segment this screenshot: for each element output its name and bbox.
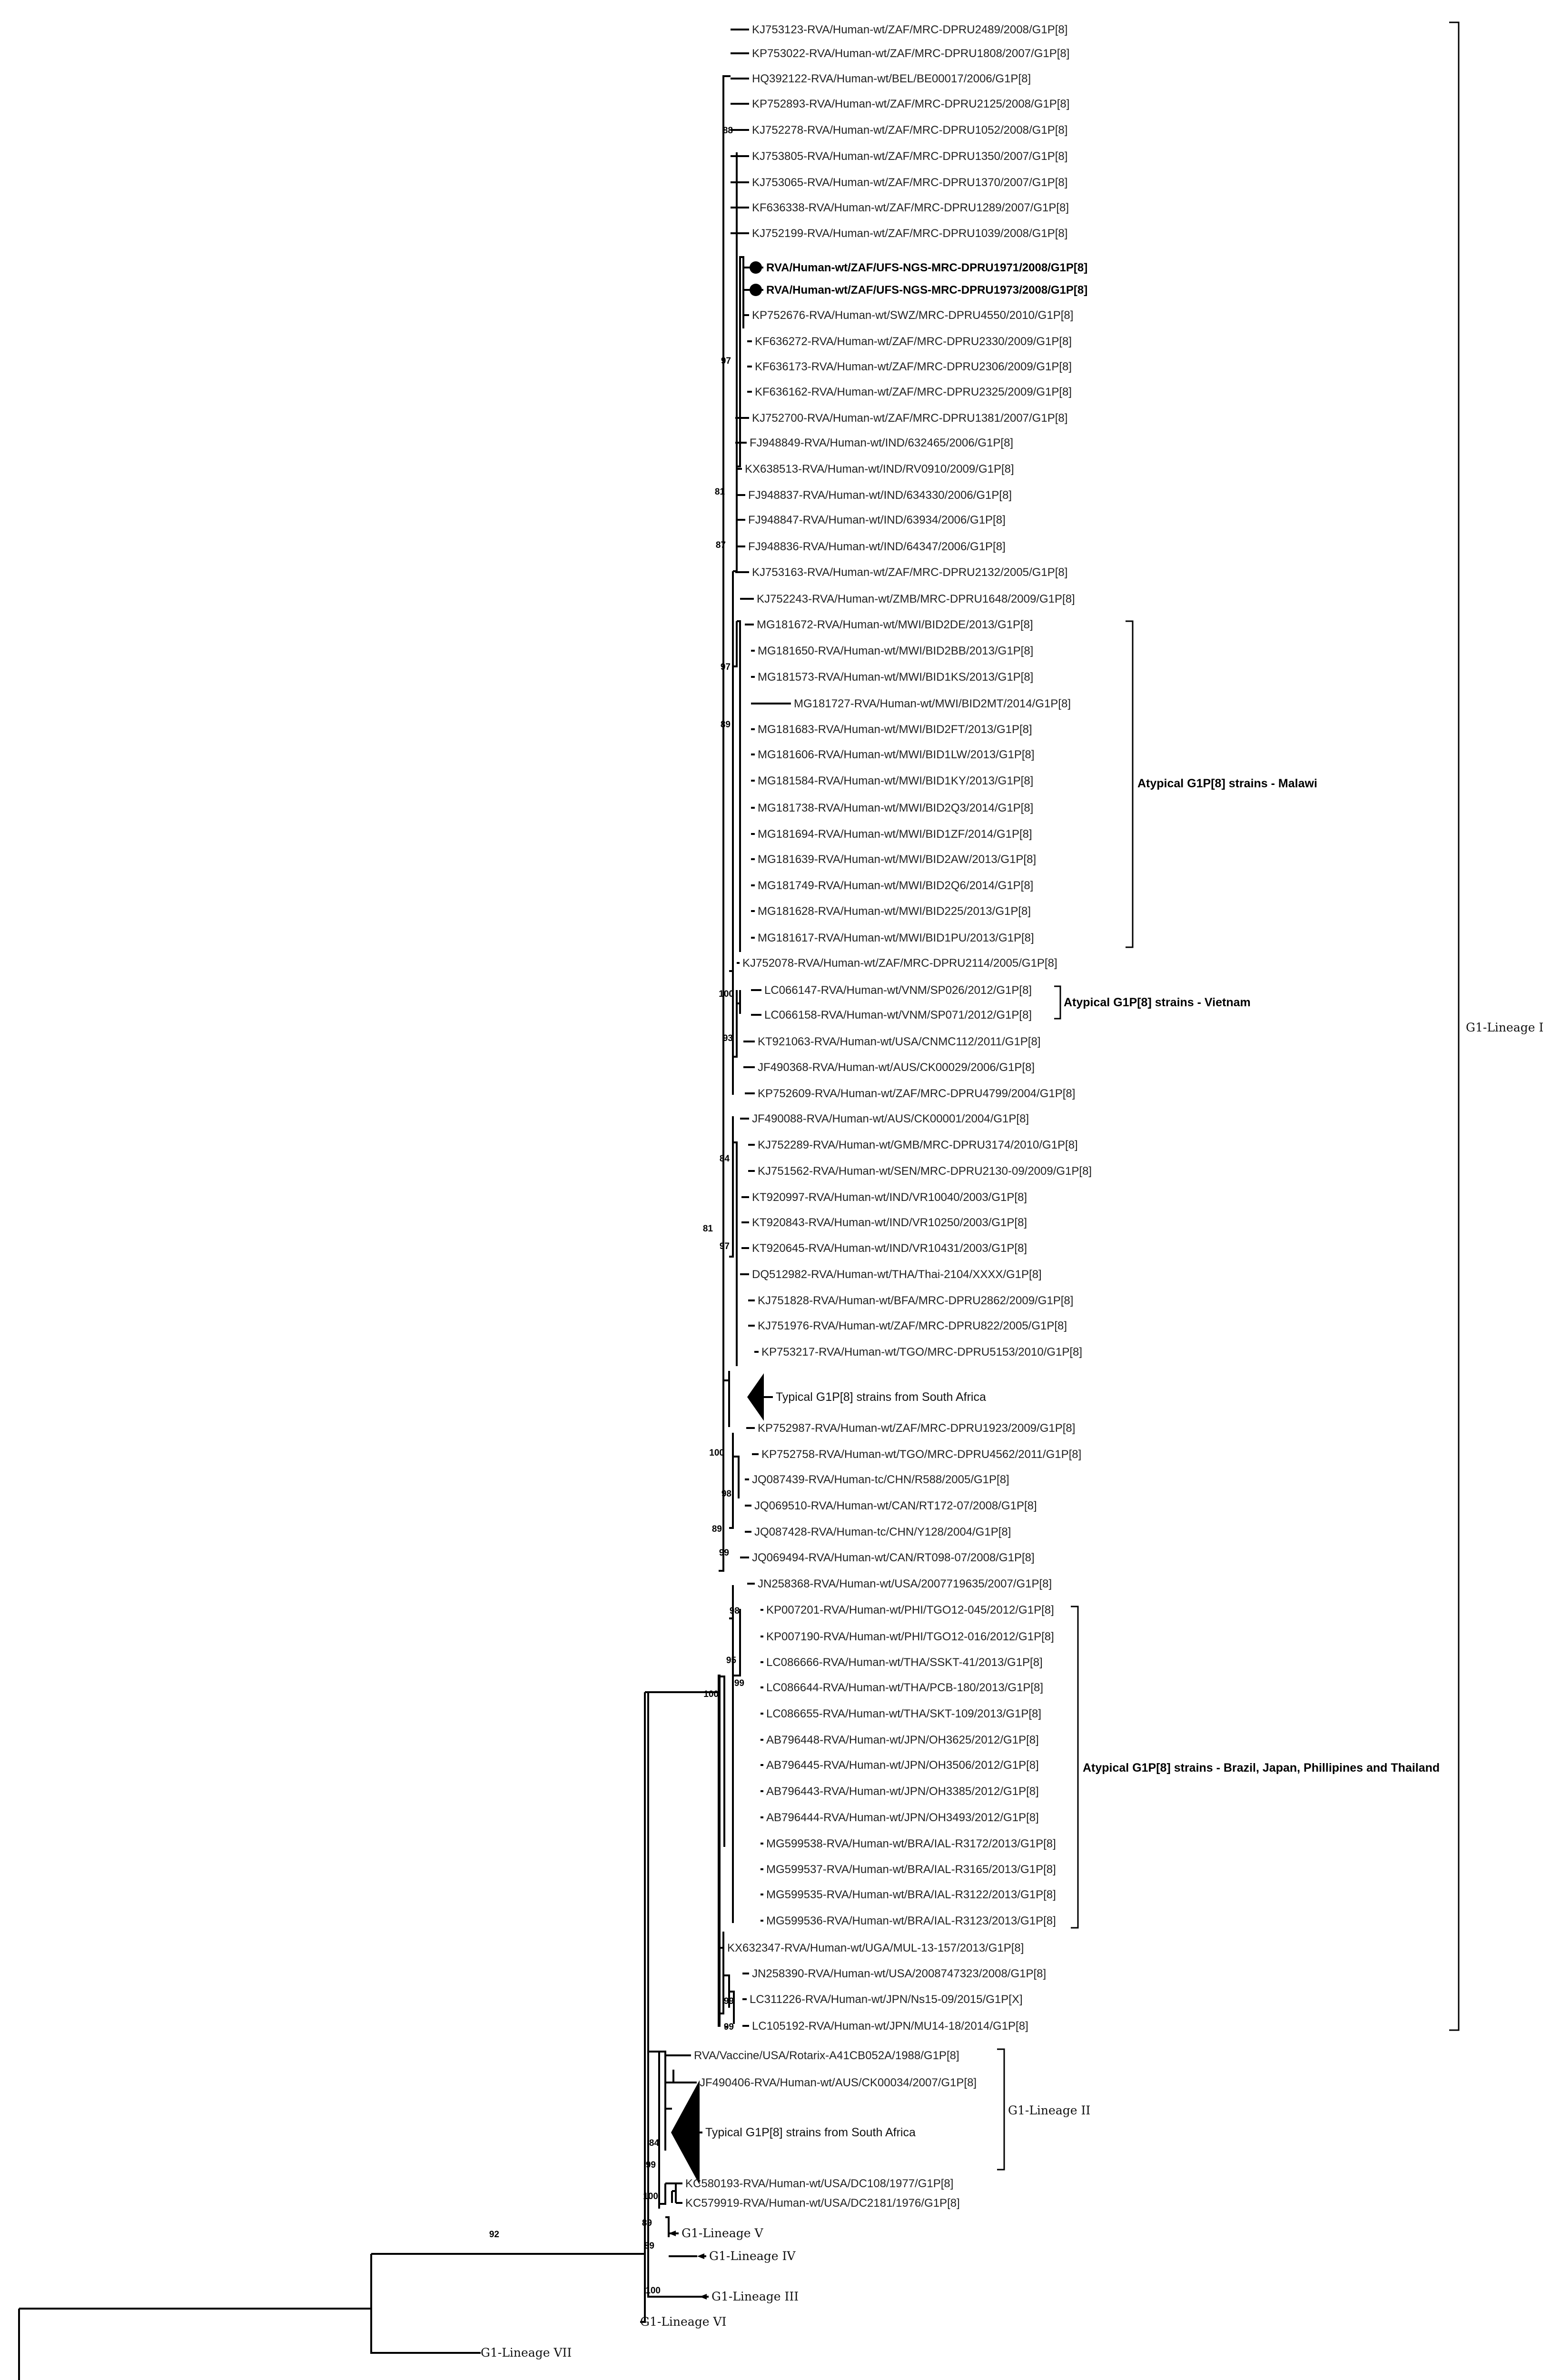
group-label-malawi: Atypical G1P[8] strains - Malawi bbox=[1137, 777, 1317, 790]
branch-lineage-i-backbone bbox=[664, 1692, 719, 2027]
leaf-label: KJ753123-RVA/Human-wt/ZAF/MRC-DPRU2489/2008/G1P[8] bbox=[752, 23, 1068, 36]
collapsed-lineage-iv bbox=[697, 2253, 704, 2259]
leaf-label: MG599536-RVA/Human-wt/BRA/IAL-R3123/2013/G1P[8] bbox=[766, 1914, 1056, 1927]
leaf-label: MG181573-RVA/Human-wt/MWI/BID1KS/2013/G1P[8] bbox=[758, 671, 1034, 684]
leaf-label: KJ752243-RVA/Human-wt/ZMB/MRC-DPRU1648/2009/G1P[8] bbox=[757, 593, 1075, 605]
leaf-label: KC579919-RVA/Human-wt/USA/DC2181/1976/G1P[8] bbox=[685, 2197, 960, 2210]
leaf-label: KF636272-RVA/Human-wt/ZAF/MRC-DPRU2330/2009/G1P[8] bbox=[755, 335, 1072, 348]
leaf-label: KJ752289-RVA/Human-wt/GMB/MRC-DPRU3174/2010/G1P[8] bbox=[758, 1139, 1078, 1151]
leaf-label: JQ087439-RVA/Human-tc/CHN/R588/2005/G1P[8] bbox=[752, 1473, 1009, 1486]
leaf-label: KJ752700-RVA/Human-wt/ZAF/MRC-DPRU1381/2007/G1P[8] bbox=[752, 412, 1068, 425]
leaf-label: LC086655-RVA/Human-wt/THA/SKT-109/2013/G1P[8] bbox=[766, 1707, 1042, 1720]
leaf-label: AB796445-RVA/Human-wt/JPN/OH3506/2012/G1P[8] bbox=[766, 1759, 1039, 1772]
leaf-label: JF490088-RVA/Human-wt/AUS/CK00001/2004/G1P[8] bbox=[752, 1112, 1029, 1125]
leaf-label: MG181683-RVA/Human-wt/MWI/BID2FT/2013/G1P[8] bbox=[758, 723, 1032, 736]
bootstrap-value: 97 bbox=[720, 662, 731, 672]
highlight-dot-1 bbox=[750, 261, 762, 274]
bootstrap-labels bbox=[489, 126, 744, 2296]
bootstrap-value: 99 bbox=[734, 1678, 744, 1688]
bootstrap-value: 84 bbox=[649, 2138, 659, 2148]
bootstrap-value: 100 bbox=[709, 1448, 724, 1458]
leaf-label: KJ751562-RVA/Human-wt/SEN/MRC-DPRU2130-09/2009/G1P[8] bbox=[758, 1165, 1092, 1178]
collapsed-clades bbox=[669, 1373, 764, 2300]
bootstrap-value: 81 bbox=[702, 1224, 713, 1234]
branch-bj-clade bbox=[729, 1585, 740, 1923]
group-labels bbox=[1008, 777, 1543, 2380]
bootstrap-value: 98 bbox=[721, 1489, 731, 1499]
bootstrap-value: 84 bbox=[719, 1154, 730, 1164]
branch-vietnam-clade bbox=[733, 990, 740, 1057]
branch-china-can bbox=[729, 1433, 739, 1528]
leaf-label: KP752987-RVA/Human-wt/ZAF/MRC-DPRU1923/2009/G1P[8] bbox=[758, 1422, 1076, 1435]
group-label-lineage-i: G1-Lineage I bbox=[1466, 1021, 1544, 1034]
group-label-brazil-japan: Atypical G1P[8] strains - Brazil, Japan, Phillipines and Thailand bbox=[1083, 1761, 1440, 1775]
leaf-label: KP007190-RVA/Human-wt/PHI/TGO12-016/2012/G1P[8] bbox=[766, 1630, 1054, 1643]
collapsed-clade-triangle-2 bbox=[671, 2080, 700, 2185]
leaf-label: KJ753065-RVA/Human-wt/ZAF/MRC-DPRU1370/2007/G1P[8] bbox=[752, 176, 1068, 189]
bootstrap-value: 89 bbox=[642, 2218, 652, 2228]
leaf-label: KP753022-RVA/Human-wt/ZAF/MRC-DPRU1808/2007/G1P[8] bbox=[752, 47, 1070, 60]
branch-lineage-ii-group bbox=[645, 2052, 659, 2209]
leaf-label: KJ753163-RVA/Human-wt/ZAF/MRC-DPRU2132/2005/G1P[8] bbox=[752, 566, 1068, 579]
leaf-label: JN258390-RVA/Human-wt/USA/2008747323/2008/G1P[8] bbox=[752, 1967, 1047, 1980]
leaf-label: AB796444-RVA/Human-wt/JPN/OH3493/2012/G1P[8] bbox=[766, 1811, 1039, 1824]
leaf-label: HQ392122-RVA/Human-wt/BEL/BE00017/2006/G1P[8] bbox=[752, 72, 1031, 85]
leaf-label: LC066158-RVA/Human-wt/VNM/SP071/2012/G1P[8] bbox=[764, 1009, 1032, 1021]
group-label-lineage-ii: G1-Lineage II bbox=[1008, 2103, 1091, 2117]
branch-upper-clade-d bbox=[733, 152, 740, 571]
leaf-label: KP752758-RVA/Human-wt/TGO/MRC-DPRU4562/2011/G1P[8] bbox=[761, 1448, 1082, 1461]
leaf-label: MG181617-RVA/Human-wt/MWI/BID1PU/2013/G1P[8] bbox=[758, 932, 1034, 944]
leaf-label: JF490406-RVA/Human-wt/AUS/CK00034/2007/G1P[8] bbox=[700, 2076, 977, 2089]
leaf-label: MG599538-RVA/Human-wt/BRA/IAL-R3172/2013/G1P[8] bbox=[766, 1837, 1056, 1850]
leaf-label: G1-Lineage V bbox=[682, 2226, 763, 2240]
highlight-markers bbox=[750, 261, 762, 296]
leaf-label: AB796448-RVA/Human-wt/JPN/OH3625/2012/G1P[8] bbox=[766, 1734, 1039, 1746]
leaf-label: KJ751976-RVA/Human-wt/ZAF/MRC-DPRU822/2005/G1P[8] bbox=[758, 1319, 1067, 1332]
leaf-label: LC066147-RVA/Human-wt/VNM/SP026/2012/G1P[8] bbox=[764, 984, 1032, 997]
branch-upper-clade-c bbox=[729, 571, 733, 1095]
bootstrap-value: 97 bbox=[721, 356, 731, 366]
leaf-label: MG599537-RVA/Human-wt/BRA/IAL-R3165/2013/G1P[8] bbox=[766, 1863, 1056, 1876]
leaf-label: RVA/Vaccine/USA/Rotarix-A41CB052A/1988/G1P[8] bbox=[694, 2049, 959, 2062]
leaf-label: MG181606-RVA/Human-wt/MWI/BID1LW/2013/G1P[8] bbox=[758, 748, 1035, 761]
leaf-label: Typical G1P[8] strains from South Africa bbox=[776, 1390, 986, 1404]
collapsed-lineage-v bbox=[669, 2231, 676, 2236]
leaf-label: JQ069494-RVA/Human-wt/CAN/RT098-07/2008/G1P[8] bbox=[752, 1551, 1035, 1564]
branch-backbone-92 bbox=[371, 2254, 645, 2322]
bootstrap-value: 89 bbox=[644, 2241, 654, 2251]
bootstrap-value: 92 bbox=[489, 2230, 499, 2240]
leaf-label: KT920645-RVA/Human-wt/IND/VR10431/2003/G1P[8] bbox=[752, 1242, 1027, 1255]
branch-mixed-clade bbox=[729, 1116, 737, 1366]
leaf-label: G1-Lineage III bbox=[711, 2290, 799, 2303]
bracket-lineage-ii bbox=[997, 2049, 1004, 2170]
leaf-label: FJ948837-RVA/Human-wt/IND/634330/2006/G1P[8] bbox=[748, 489, 1012, 502]
group-brackets bbox=[997, 22, 1459, 2380]
leaf-label: LC105192-RVA/Human-wt/JPN/MU14-18/2014/G1P[8] bbox=[752, 2020, 1028, 2033]
leaf-label: MG181650-RVA/Human-wt/MWI/BID2BB/2013/G1P[8] bbox=[758, 645, 1034, 657]
leaf-label: KP752609-RVA/Human-wt/ZAF/MRC-DPRU4799/2004/G1P[8] bbox=[758, 1087, 1076, 1100]
bootstrap-value: 100 bbox=[643, 2192, 658, 2202]
bootstrap-value: 99 bbox=[723, 2022, 734, 2032]
bootstrap-value: 81 bbox=[714, 487, 725, 497]
leaf-label: MG181749-RVA/Human-wt/MWI/BID2Q6/2014/G1P[8] bbox=[758, 879, 1034, 892]
bootstrap-value: 100 bbox=[645, 2286, 661, 2296]
leaf-label: Typical G1P[8] strains from South Africa bbox=[705, 2126, 916, 2139]
bootstrap-value: 89 bbox=[720, 720, 731, 730]
leaf-label: MG181672-RVA/Human-wt/MWI/BID2DE/2013/G1P[8] bbox=[757, 618, 1033, 631]
leaf-label: G1-Lineage VI bbox=[640, 2315, 727, 2329]
leaf-label: LC086666-RVA/Human-wt/THA/SSKT-41/2013/G1P[8] bbox=[766, 1656, 1043, 1669]
bootstrap-value: 100 bbox=[703, 1689, 719, 1699]
leaf-label: KJ753805-RVA/Human-wt/ZAF/MRC-DPRU1350/2007/G1P[8] bbox=[752, 150, 1068, 163]
leaf-label: G1-Lineage VII bbox=[481, 2346, 572, 2360]
leaf-label: MG181639-RVA/Human-wt/MWI/BID2AW/2013/G1P[8] bbox=[758, 853, 1037, 866]
leaf-label: RVA/Human-wt/ZAF/UFS-NGS-MRC-DPRU1973/2008/G1P[8] bbox=[766, 284, 1088, 297]
leaf-label: FJ948849-RVA/Human-wt/IND/632465/2006/G1P[8] bbox=[750, 436, 1014, 449]
leaf-label: KJ752078-RVA/Human-wt/ZAF/MRC-DPRU2114/2005/G1P[8] bbox=[742, 957, 1057, 970]
leaf-label: KJ752199-RVA/Human-wt/ZAF/MRC-DPRU1039/2008/G1P[8] bbox=[752, 227, 1068, 240]
leaf-label: MG181727-RVA/Human-wt/MWI/BID2MT/2014/G1P[8] bbox=[794, 697, 1071, 710]
collapsed-clade-triangle-1 bbox=[747, 1373, 764, 1421]
leaf-label: MG181738-RVA/Human-wt/MWI/BID2Q3/2014/G1P[8] bbox=[758, 802, 1034, 814]
leaf-label: KP007201-RVA/Human-wt/PHI/TGO12-045/2012/G1P[8] bbox=[766, 1604, 1054, 1616]
group-label-vietnam: Atypical G1P[8] strains - Vietnam bbox=[1064, 996, 1251, 1009]
bootstrap-value: 87 bbox=[715, 540, 726, 550]
leaf-label: KT920997-RVA/Human-wt/IND/VR10040/2003/G1P[8] bbox=[752, 1191, 1027, 1204]
leaf-label: RVA/Human-wt/ZAF/UFS-NGS-MRC-DPRU1971/2008/G1P[8] bbox=[766, 261, 1088, 274]
bracket-vietnam bbox=[1054, 986, 1060, 1019]
bootstrap-value: 99 bbox=[723, 1996, 734, 2006]
leaf-label: G1-Lineage IV bbox=[709, 2249, 796, 2263]
branch-upper-clade-e bbox=[740, 257, 743, 367]
bootstrap-value: 100 bbox=[719, 989, 734, 999]
bootstrap-value: 97 bbox=[719, 1241, 730, 1251]
bootstrap-value: 98 bbox=[729, 1606, 740, 1616]
leaf-label: JF490368-RVA/Human-wt/AUS/CK00029/2006/G1P[8] bbox=[758, 1061, 1035, 1074]
leaf-label: LC086644-RVA/Human-wt/THA/PCB-180/2013/G1P[8] bbox=[766, 1681, 1044, 1694]
leaf-label: KJ751828-RVA/Human-wt/BFA/MRC-DPRU2862/2009/G1P[8] bbox=[758, 1294, 1074, 1307]
leaf-label: JQ069510-RVA/Human-wt/CAN/RT172-07/2008/G1P[8] bbox=[754, 1499, 1037, 1512]
bracket-malawi bbox=[1126, 621, 1133, 947]
bootstrap-value: 95 bbox=[726, 1656, 736, 1666]
leaf-label: JQ087428-RVA/Human-tc/CHN/Y128/2004/G1P[8] bbox=[754, 1526, 1011, 1538]
leaf-label: FJ948836-RVA/Human-wt/IND/64347/2006/G1P[8] bbox=[748, 540, 1006, 553]
branch-malawi-clade bbox=[733, 621, 740, 952]
collapsed-lineage-iii bbox=[700, 2294, 707, 2300]
leaf-label: LC311226-RVA/Human-wt/JPN/Ns15-09/2015/G1P[X] bbox=[750, 1993, 1023, 2006]
leaf-label: FJ948847-RVA/Human-wt/IND/63934/2006/G1P[8] bbox=[748, 514, 1006, 526]
leaf-label: MG181584-RVA/Human-wt/MWI/BID1KY/2013/G1P[8] bbox=[758, 774, 1034, 787]
leaf-label: KX638513-RVA/Human-wt/IND/RV0910/2009/G1P[8] bbox=[745, 463, 1014, 476]
leaf-label: KC580193-RVA/Human-wt/USA/DC108/1977/G1P[8] bbox=[685, 2177, 954, 2190]
bracket-lineage-i bbox=[1449, 22, 1459, 2030]
highlight-dot-2 bbox=[750, 284, 762, 296]
leaf-label: KP752893-RVA/Human-wt/ZAF/MRC-DPRU2125/2008/G1P[8] bbox=[752, 98, 1070, 110]
bootstrap-value: 99 bbox=[645, 2160, 656, 2170]
bootstrap-value: 99 bbox=[719, 1548, 729, 1558]
leaf-label: DQ512982-RVA/Human-wt/THA/Thai-2104/XXXX/G1P[8] bbox=[752, 1268, 1042, 1281]
leaf-label: KT921063-RVA/Human-wt/USA/CNMC112/2011/G1P[8] bbox=[758, 1035, 1041, 1048]
leaf-label: KP753217-RVA/Human-wt/TGO/MRC-DPRU5153/2010/G1P[8] bbox=[761, 1346, 1083, 1359]
leaf-label: KT920843-RVA/Human-wt/IND/VR10250/2003/G1P[8] bbox=[752, 1216, 1027, 1229]
leaf-label: KP752676-RVA/Human-wt/SWZ/MRC-DPRU4550/2010/G1P[8] bbox=[752, 309, 1074, 322]
bootstrap-value: 89 bbox=[711, 1524, 722, 1534]
leaf-label: KX632347-RVA/Human-wt/UGA/MUL-13-157/2013/G1P[8] bbox=[727, 1942, 1024, 1954]
leaf-label: MG181628-RVA/Human-wt/MWI/BID225/2013/G1P[8] bbox=[758, 905, 1031, 918]
leaf-label: KJ752278-RVA/Human-wt/ZAF/MRC-DPRU1052/2008/G1P[8] bbox=[752, 124, 1068, 137]
leaf-label: JN258368-RVA/Human-wt/USA/2007719635/2007/G1P[8] bbox=[758, 1577, 1052, 1590]
branch-upper-clade bbox=[719, 76, 731, 1571]
leaf-label: MG599535-RVA/Human-wt/BRA/IAL-R3122/2013/G1P[8] bbox=[766, 1888, 1056, 1901]
leaf-label: AB796443-RVA/Human-wt/JPN/OH3385/2012/G1P[8] bbox=[766, 1785, 1039, 1798]
bootstrap-value: 88 bbox=[722, 126, 733, 136]
leaf-label: KF636173-RVA/Human-wt/ZAF/MRC-DPRU2306/2009/G1P[8] bbox=[755, 360, 1072, 373]
leaf-label: MG181694-RVA/Human-wt/MWI/BID1ZF/2014/G1P[8] bbox=[758, 828, 1032, 841]
branch-dc-pair bbox=[659, 2183, 676, 2204]
branch-lineage-vii bbox=[371, 2254, 481, 2353]
leaf-labels bbox=[481, 23, 1092, 2380]
bootstrap-value: 93 bbox=[722, 1033, 733, 1043]
leaf-label: KF636338-RVA/Human-wt/ZAF/MRC-DPRU1289/2007/G1P[8] bbox=[752, 201, 1069, 214]
leaf-label: KF636162-RVA/Human-wt/ZAF/MRC-DPRU2325/2009/G1P[8] bbox=[755, 386, 1072, 398]
bracket-brazil-japan bbox=[1071, 1606, 1078, 1928]
